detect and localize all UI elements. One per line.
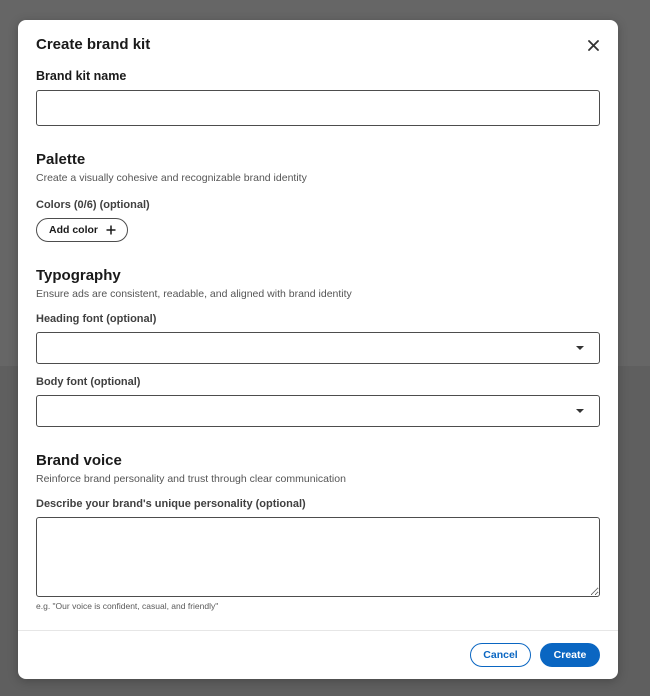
typography-section-title: Typography — [36, 267, 121, 284]
cancel-button[interactable]: Cancel — [470, 643, 531, 667]
brand-kit-name-input[interactable] — [36, 90, 600, 126]
typography-section-description: Ensure ads are consistent, readable, and aligned with brand identity — [36, 288, 352, 300]
brand-personality-label: Describe your brand's unique personality (optional) — [36, 498, 306, 510]
plus-icon — [106, 225, 116, 235]
add-color-button[interactable] — [36, 218, 128, 242]
palette-section-title: Palette — [36, 151, 86, 168]
brand-voice-section-description: Reinforce brand personality and trust through clear communication — [36, 473, 346, 485]
create-button[interactable]: Create — [540, 643, 600, 667]
brand-voice-section-title: Brand voice — [36, 452, 122, 469]
caret-down-icon — [576, 346, 584, 350]
heading-font-label: Heading font (optional) — [36, 313, 157, 325]
dialog-title: Create brand kit — [36, 36, 151, 53]
body-font-label: Body font (optional) — [36, 376, 141, 388]
footer-divider — [18, 630, 618, 631]
palette-section-description: Create a visually cohesive and recognizable brand identity — [36, 172, 307, 184]
close-icon — [588, 40, 599, 51]
close-button[interactable] — [584, 37, 602, 53]
brand-kit-name-label: Brand kit name — [36, 69, 127, 83]
caret-down-icon — [576, 409, 584, 413]
create-brand-kit-dialog — [18, 20, 618, 679]
heading-font-select[interactable] — [36, 332, 600, 364]
brand-personality-hint: e.g. "Our voice is confident, casual, and friendly" — [36, 601, 219, 611]
add-color-label: Add color — [49, 224, 98, 236]
colors-count-label: Colors (0/6) (optional) — [36, 199, 150, 211]
brand-personality-textarea[interactable] — [36, 517, 600, 597]
body-font-select[interactable] — [36, 395, 600, 427]
